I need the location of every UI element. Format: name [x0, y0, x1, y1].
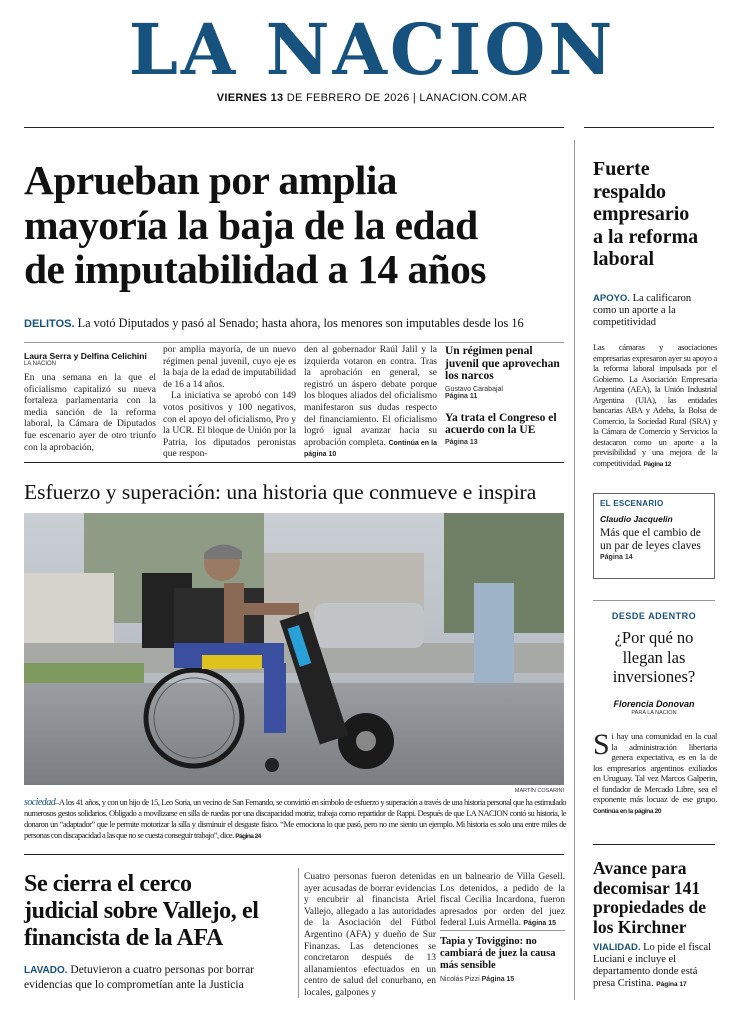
dateline	[0, 92, 744, 104]
lead-deck-rule	[24, 342, 564, 343]
lead-headline[interactable]	[24, 158, 569, 292]
sidebar-1-body-text: Las cámaras y asociaciones empresarias expresaron ayer su apoyo a la reforma laboral impulsada por el Gobierno. La Asociación Empresaria Argentina (AEA), la Unión Industrial Argentina (UIA), las entidades bancarias ABA y Adeba, la Bolsa de Comercio, la Sociedad Rural (SRA) y la Cámara de Comercio y Servicios la destacaron como un aporte a la previsibilidad y una mejora de la competitividad.	[593, 342, 717, 468]
feature-caption	[24, 797, 566, 842]
sidebar-3-headline-line-4: los Kirchner	[593, 916, 687, 937]
sidebar-1-kicker: APOYO.	[593, 293, 630, 304]
bottom-deck-text: Detuvieron a cuatro personas por borrar evidencias que lo comprometían ante la Justicia	[24, 964, 254, 991]
sidebar-1-body	[593, 342, 717, 470]
sidebar-divider	[574, 140, 575, 1000]
lead-headline-line-3: de imputabilidad a 14 años	[24, 246, 486, 292]
sidebar-1-deck	[593, 293, 717, 329]
bottom-col-2-text: en un balneario de Villa Gesell. Los detenidos, a pedido de la fiscal Cecilia Incardona, fueron apresados por orden del juez federal Luis Armella.	[440, 872, 565, 929]
escenario-author: Claudio Jacquelin	[600, 514, 673, 524]
bottom-col-2-page: Página 15	[523, 920, 557, 928]
sidebar-1-headline-line-2: respaldo	[593, 180, 666, 203]
sidebar-3-kicker: VIALIDAD.	[593, 942, 641, 953]
wheelchair-photo-image	[24, 513, 564, 785]
related-2-page: Página 13	[445, 438, 478, 446]
related-1-title[interactable]: Un régimen penal juvenil que aprovechan los narcos	[445, 345, 560, 382]
feature-photo[interactable]	[24, 513, 564, 785]
lead-deck-text: La votó Diputados y pasó al Senado; hasta ahora, los menores son imputables desde los 16	[77, 316, 524, 330]
desde-adentro-rule	[593, 600, 715, 601]
lead-deck	[24, 316, 569, 331]
sidebar-1-headline-line-3: empresario	[593, 203, 690, 225]
escenario-box[interactable]	[593, 493, 715, 579]
escenario-page: Página 14	[600, 554, 633, 561]
bottom-divider-1	[298, 868, 299, 998]
desde-adentro-page[interactable]: Continúa en la página 20	[593, 807, 662, 815]
sidebar-1-headline-line-1: Fuerte	[593, 158, 650, 180]
desde-adentro-author: Florencia Donovan	[613, 699, 695, 709]
caption-section: sociedad	[24, 797, 56, 808]
related-1-author: Gustavo Carabajal	[445, 385, 503, 393]
desde-adentro-body-text: i hay una comunidad en la cual la administración libertaria genera expectativa, es en la de los empresarios argentinos exiliados en Uruguay. Tal vez Marcos Galperin, el fundador de Mercado Libre, sea el exponente más locuaz de ese grupo.	[593, 731, 717, 804]
desde-adentro-title[interactable]: ¿Por qué no llegan las inversiones?	[612, 628, 696, 686]
sidebar-1-page: Página 12	[643, 460, 672, 468]
bottom-related-rule	[440, 930, 565, 931]
escenario-title: Más que el cambio de un par de leyes claves	[600, 527, 701, 552]
desde-adentro-dropcap: S	[593, 728, 610, 761]
sidebar-1-headline[interactable]	[593, 158, 723, 271]
sidebar-1-headline-line-5: laboral	[593, 248, 655, 270]
feature-bottom-rule	[24, 854, 564, 855]
bottom-deck	[24, 963, 292, 992]
lead-col-3-text: den al gobernador Raúl Jalil y la izquierda votaron en contra. Tras la aprobación en general, se registró un áspero debate porque los bloques aliados del oficialismo manifestaron sus dudas respecto del financiamiento. El oficialismo logró igual avanzar hacia su aprobación completa.	[304, 345, 437, 448]
photo-credit: MARTÍN COSARINI	[514, 788, 564, 794]
masthead-rule	[24, 127, 564, 128]
masthead-rule-right	[584, 127, 714, 128]
date-day: VIERNES	[216, 92, 268, 104]
lead-bottom-rule	[24, 462, 564, 463]
bottom-col-1: Cuatro personas fueron detenidas ayer acusadas de borrar evidencias y encubrir al financista Ariel Vallejo, allegado a las autoridades de la Asociación del Fútbol Argentino (AFA) y dueño de Sur Finanzas. Las detenciones se concretaron después de 13 allanamientos efectuados en un centro de salud del conurbano, en locales, galpones y	[304, 872, 436, 998]
bottom-kicker: LAVADO.	[24, 965, 68, 976]
feature-headline[interactable]: Esfuerzo y superación: una historia que conmueve e inspira	[24, 480, 537, 504]
lead-col-3-jump[interactable]: Continúa en la página 10	[304, 439, 437, 459]
related-2-title[interactable]: Ya trata el Congreso el acuerdo con la UE	[445, 411, 557, 436]
sidebar-3-headline-line-3: propiedades de	[593, 897, 706, 917]
desde-adentro-author-source: PARA LA NACION	[631, 710, 677, 716]
lead-col-2b-text: La iniciativa se aprobó con 149 votos positivos y 100 negativos, con el apoyo del oficialismo, Pro y la UCR. El bloque de Unión por la Patria, los diputados peronistas que respon-	[163, 391, 296, 460]
desde-adentro-byline	[593, 699, 715, 716]
sidebar-3-page: Página 17	[656, 981, 687, 988]
lead-col-1	[24, 351, 156, 454]
bottom-related-title[interactable]: Tapia y Toviggino: no cambiará de juez la causa más sensible	[440, 936, 556, 971]
sidebar-1-headline-line-4: a la reforma	[593, 225, 699, 248]
caption-text: –A los 41 años, y con un hijo de 15, Leo Soria, un vecino de San Fernando, se convirtió en símbolo de esfuerzo y superación a través de una historia personal que ha estimulado numerosos gestos solidarios. Obligado a movilizarse en silla de ruedas por una discapacidad motriz, trabaja como repartidor de Rappi. Después de que LA NACION contó su historia, le donaron un “adaptador” que le permite motorizar la silla y disminuir el desgaste físico. “Me emociona lo que pasó, pero no me siento un ejemplo. Mi historia es solo una entre miles de personas con discapacidad a las que no se cuesta conseguir trabajo”, dice.	[24, 797, 566, 840]
related-1-page: Página 11	[445, 392, 478, 400]
lead-kicker: DELITOS.	[24, 318, 75, 330]
masthead-title: LA NACION	[128, 8, 616, 91]
bottom-headline-line-1: Se cierra el cerco	[24, 871, 192, 897]
desde-adentro-label: DESDE ADENTRO	[611, 611, 697, 621]
bottom-headline-line-2: judicial sobre Vallejo, el	[24, 898, 259, 924]
lead-related	[445, 345, 565, 446]
bottom-related-page: Página 15	[481, 976, 515, 983]
lead-headline-line-2: mayoría la baja de la edad	[24, 201, 478, 248]
bottom-headline-line-3: financista de la AFA	[24, 925, 223, 951]
bottom-col-2	[440, 872, 565, 930]
sidebar-3-headline-line-1: Avance para	[593, 858, 687, 878]
sidebar-3-headline[interactable]	[593, 859, 723, 937]
lead-col-1-text: En una semana en la que el oficialismo capitalizó su nueva fortaleza parlamentaria con la media sanción de la reforma laboral, la Cámara de Diputados fue escenario ayer de otro triunfo con la aprobación,	[24, 373, 156, 453]
date-num: 13	[270, 92, 284, 104]
lead-col-2-text: por amplia mayoría, de un nuevo régimen penal juvenil, cuyo eje es la baja de la edad de imputabilidad de 16 a 14 años.	[163, 345, 296, 390]
sidebar-3-deck-text: Lo pide el fiscal Luciani e incluye el departamento donde está presa Cristina.	[593, 942, 712, 989]
sidebar-3-deck	[593, 942, 717, 991]
lead-headline-line-1: Aprueban por amplia	[24, 157, 397, 203]
escenario-label: EL ESCENARIO	[600, 499, 664, 508]
lead-col-2	[163, 345, 296, 461]
bottom-related-author: Nicolás Pizzi	[440, 976, 480, 983]
sidebar-3-rule	[593, 844, 715, 845]
lead-byline: Laura Serra y Delfina Celichini	[24, 351, 147, 361]
lead-byline-source: LA NACION	[24, 361, 57, 367]
lead-col-3	[304, 345, 437, 461]
bottom-related	[440, 936, 565, 983]
sidebar-3-headline-line-2: decomisar 141	[593, 877, 701, 898]
sidebar-1-deck-text: La calificaron como un aporte a la competitividad	[593, 293, 692, 328]
date-rest: DE FEBRERO DE 2026 | LANACION.COM.AR	[286, 92, 528, 104]
caption-page: Página 24	[235, 833, 261, 840]
desde-adentro-body	[593, 728, 717, 817]
bottom-headline[interactable]	[24, 871, 299, 952]
